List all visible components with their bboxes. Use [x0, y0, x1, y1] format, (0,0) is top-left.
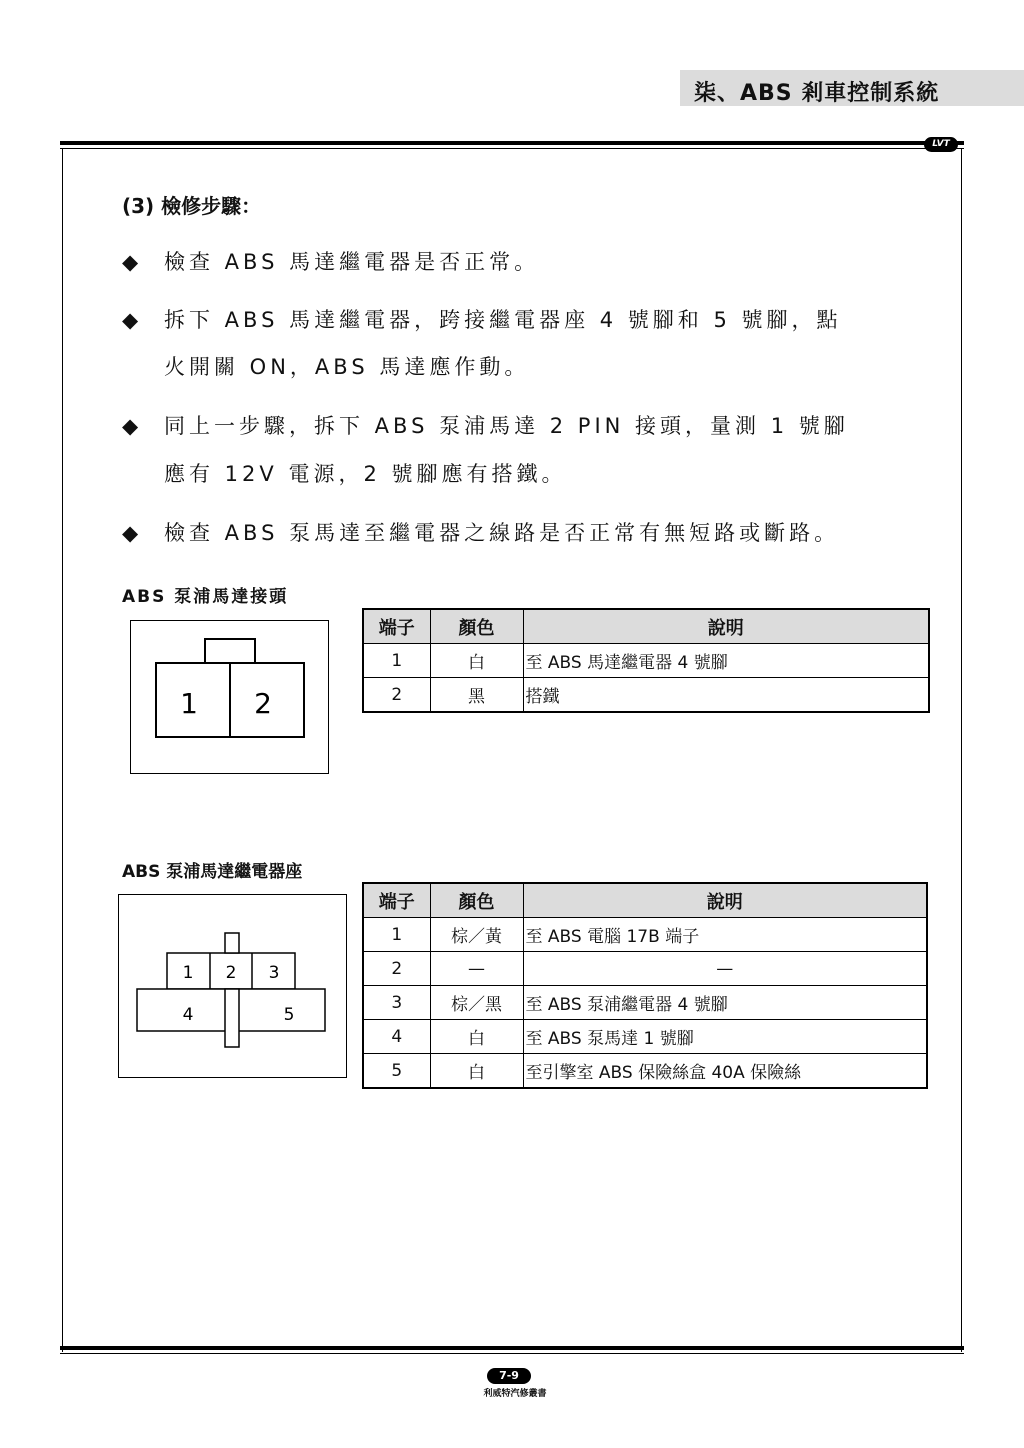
bullet-text: 檢查 ABS 泵馬達至繼電器之線路是否正常有無短路或斷路。 — [164, 521, 840, 545]
pin-label: 4 — [182, 1005, 194, 1025]
cell-color: 棕／黑 — [430, 986, 523, 1020]
bullet-4 — [122, 510, 839, 556]
chapter-title: 柒、ABS 剎車控制系統 — [694, 81, 940, 106]
table-header-color: 顏色 — [430, 883, 523, 918]
cell-description: 至 ABS 馬達繼電器 4 號腳 — [523, 644, 929, 678]
bullet-3-continuation: 應有 12V 電源，2 號腳應有搭鐵。 — [164, 462, 567, 486]
cell-terminal: 1 — [363, 918, 430, 952]
connector1-table — [362, 608, 930, 713]
top-rule-thin — [60, 148, 964, 149]
connector-latch — [205, 639, 255, 663]
cell-color: 白 — [430, 644, 523, 678]
pin-label: 2 — [254, 687, 272, 720]
bullet-text: 拆下 ABS 馬達繼電器，跨接繼電器座 4 號腳和 5 號腳，點 — [164, 308, 842, 332]
table-row — [363, 644, 929, 678]
table-row — [363, 1020, 927, 1054]
cell-color: 白 — [430, 1054, 523, 1089]
bullet-text: 檢查 ABS 馬達繼電器是否正常。 — [164, 250, 540, 274]
cell-terminal: 1 — [363, 644, 430, 678]
pin-label: 1 — [182, 963, 194, 983]
bullet-2 — [122, 297, 842, 343]
relay-key-top — [225, 933, 239, 953]
pin-label: 5 — [283, 1005, 295, 1025]
table-row — [363, 918, 927, 952]
diamond-bullet-icon: ◆ — [122, 521, 139, 545]
diamond-bullet-icon: ◆ — [122, 308, 139, 332]
cell-terminal: 5 — [363, 1054, 430, 1089]
table-header-row — [363, 609, 929, 644]
bottom-rule-thin — [60, 1353, 964, 1354]
cell-color: 棕／黃 — [430, 918, 523, 952]
relay-key-bottom — [225, 989, 239, 1047]
connector2-table — [362, 882, 928, 1089]
pin-label: 2 — [225, 963, 237, 983]
cell-color: 白 — [430, 1020, 523, 1054]
table-header-description: 說明 — [523, 883, 927, 918]
connector1-diagram — [130, 620, 329, 774]
cell-description: 至引擎室 ABS 保險絲盒 40A 保險絲 — [523, 1054, 927, 1089]
bullet-1 — [122, 239, 539, 285]
cell-description: 至 ABS 泵浦繼電器 4 號腳 — [523, 986, 927, 1020]
cell-color: 黑 — [430, 678, 523, 713]
diamond-bullet-icon: ◆ — [122, 414, 139, 438]
publisher-logo: LVT — [924, 137, 958, 152]
cell-terminal: 3 — [363, 986, 430, 1020]
diamond-bullet-icon: ◆ — [122, 250, 139, 274]
table-header-color: 顏色 — [430, 609, 523, 644]
table-header-terminal: 端子 — [363, 609, 430, 644]
pin-label: 1 — [180, 687, 198, 720]
frame-right — [961, 148, 962, 1352]
table-row — [363, 986, 927, 1020]
cell-description: 至 ABS 泵馬達 1 號腳 — [523, 1020, 927, 1054]
cell-terminal: 2 — [363, 678, 430, 713]
table-header-terminal: 端子 — [363, 883, 430, 918]
cell-terminal: 4 — [363, 1020, 430, 1054]
bullet-2-continuation: 火開關 ON，ABS 馬達應作動。 — [164, 355, 530, 379]
connector2-diagram — [118, 894, 347, 1078]
bottom-rule — [60, 1346, 964, 1350]
connector1-title: ABS 泵浦馬達接頭 — [122, 587, 289, 607]
pin-label: 3 — [268, 963, 280, 983]
cell-description: 至 ABS 電腦 17B 端子 — [523, 918, 927, 952]
table-row — [363, 1054, 927, 1089]
bullet-3 — [122, 403, 849, 449]
publisher-name: 利威特汽修叢書 — [483, 1389, 547, 1399]
bullet-text: 同上一步驟，拆下 ABS 泵浦馬達 2 PIN 接頭，量測 1 號腳 — [164, 414, 849, 438]
table-header-row — [363, 883, 927, 918]
table-row — [363, 678, 929, 713]
connector1-svg — [131, 621, 328, 773]
cell-description: — — [523, 952, 927, 986]
table-row — [363, 952, 927, 986]
top-rule — [60, 141, 964, 145]
cell-description: 搭鐵 — [523, 678, 929, 713]
table-header-description: 說明 — [523, 609, 929, 644]
cell-terminal: 2 — [363, 952, 430, 986]
connector2-title: ABS 泵浦馬達繼電器座 — [122, 862, 303, 882]
connector2-svg — [119, 895, 346, 1077]
cell-color: — — [430, 952, 523, 986]
page-number: 7-9 — [487, 1368, 531, 1384]
section-title: (3) 檢修步驟： — [122, 194, 262, 218]
frame-left — [62, 148, 63, 1352]
